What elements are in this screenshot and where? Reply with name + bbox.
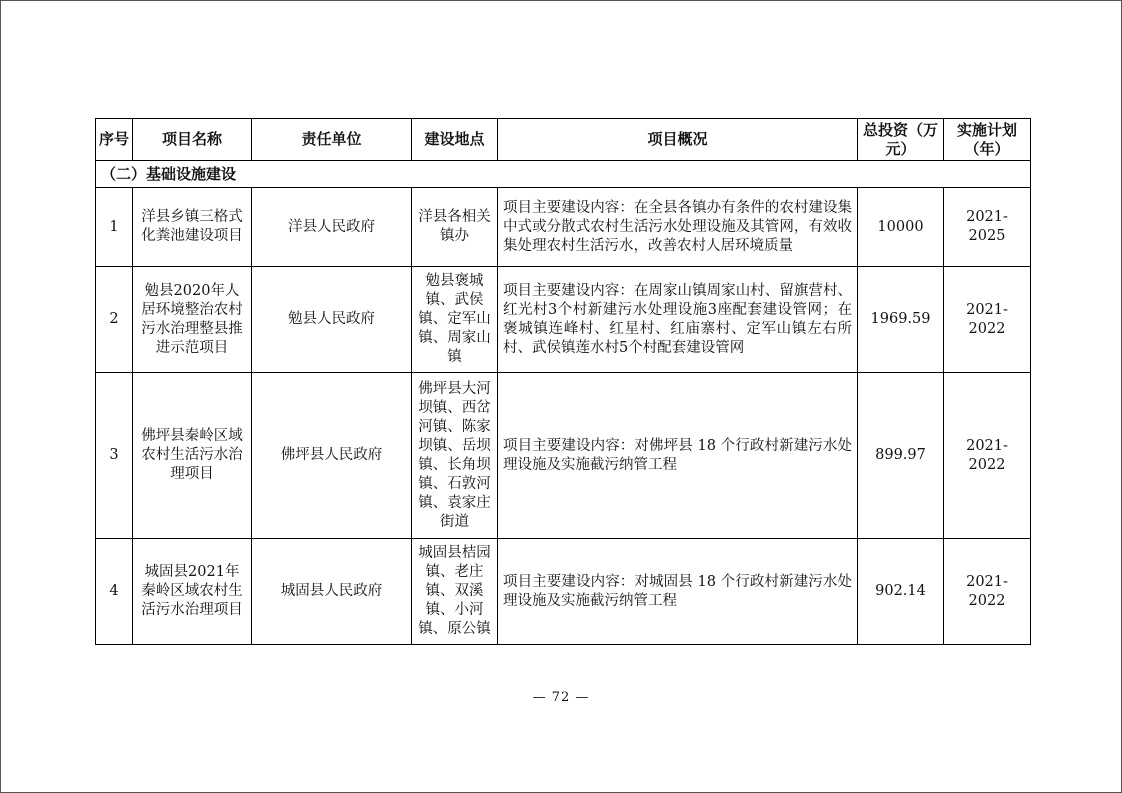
header-name: 项目名称 [133, 119, 252, 161]
cell-summary: 项目主要建设内容：在全县各镇办有条件的农村建设集中式或分散式农村生活污水处理设施及其管网，有效收集处理农村生活污水，改善农村人居环境质量 [498, 188, 858, 267]
cell-location: 城固县桔园镇、老庄镇、双溪镇、小河镇、原公镇 [412, 539, 498, 645]
cell-no: 4 [96, 539, 133, 645]
cell-name: 勉县2020年人居环境整治农村污水治理整县推进示范项目 [133, 267, 252, 373]
page-number: — 72 — [532, 690, 590, 705]
cell-schedule: 2021-2022 [944, 373, 1031, 539]
cell-investment: 899.97 [858, 373, 944, 539]
table-row [96, 188, 1031, 267]
cell-investment: 1969.59 [858, 267, 944, 373]
cell-location: 洋县各相关镇办 [412, 188, 498, 267]
table-row [96, 539, 1031, 645]
cell-name: 佛坪县秦岭区域农村生活污水治理项目 [133, 373, 252, 539]
cell-summary: 项目主要建设内容：对佛坪县 18 个行政村新建污水处理设施及实施截污纳管工程 [498, 373, 858, 539]
cell-name: 城固县2021年秦岭区域农村生活污水治理项目 [133, 539, 252, 645]
section-row [96, 161, 1031, 188]
cell-unit: 佛坪县人民政府 [252, 373, 412, 539]
cell-summary: 项目主要建设内容：对城固县 18 个行政村新建污水处理设施及实施截污纳管工程 [498, 539, 858, 645]
header-investment: 总投资（万元） [858, 119, 944, 161]
cell-summary: 项目主要建设内容：在周家山镇周家山村、留旗营村、红光村3个村新建污水处理设施3座配套建设管网；在褒城镇连峰村、红星村、红庙寨村、定军山镇左右所村、武侯镇莲水村5个村配套建设管网 [498, 267, 858, 373]
cell-schedule: 2021-2025 [944, 188, 1031, 267]
header-row [96, 119, 1031, 161]
table-row [96, 267, 1031, 373]
cell-name: 洋县乡镇三格式化粪池建设项目 [133, 188, 252, 267]
cell-schedule: 2021-2022 [944, 539, 1031, 645]
cell-unit: 洋县人民政府 [252, 188, 412, 267]
cell-no: 2 [96, 267, 133, 373]
section-title: （二）基础设施建设 [96, 161, 1031, 188]
cell-no: 3 [96, 373, 133, 539]
cell-schedule: 2021-2022 [944, 267, 1031, 373]
cell-unit: 城固县人民政府 [252, 539, 412, 645]
header-schedule: 实施计划（年） [944, 119, 1031, 161]
cell-location: 佛坪县大河坝镇、西岔河镇、陈家坝镇、岳坝镇、长角坝镇、石敦河镇、袁家庄街道 [412, 373, 498, 539]
header-no: 序号 [96, 119, 133, 161]
header-unit: 责任单位 [252, 119, 412, 161]
cell-investment: 10000 [858, 188, 944, 267]
table-row [96, 373, 1031, 539]
project-table [95, 118, 1031, 645]
cell-no: 1 [96, 188, 133, 267]
header-summary: 项目概况 [498, 119, 858, 161]
header-location: 建设地点 [412, 119, 498, 161]
cell-location: 勉县褒城镇、武侯镇、定军山镇、周家山镇 [412, 267, 498, 373]
cell-investment: 902.14 [858, 539, 944, 645]
cell-unit: 勉县人民政府 [252, 267, 412, 373]
